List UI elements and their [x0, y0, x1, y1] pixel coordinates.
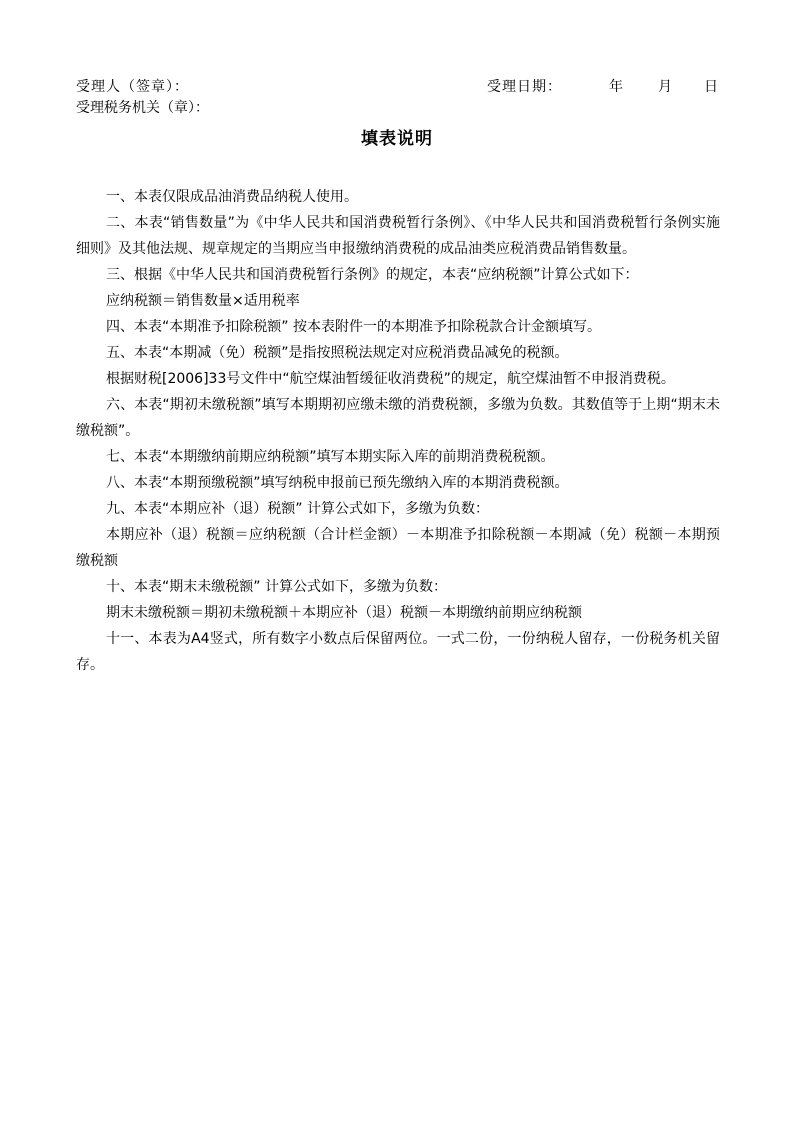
- receipt-date-label: 受理日期：: [487, 79, 562, 95]
- instruction-paragraph: 九、本表“本期应补（退）税额” 计算公式如下，多缴为负数：: [106, 501, 489, 517]
- date-month-label: 月: [658, 79, 672, 95]
- date-year-label: 年: [609, 79, 623, 95]
- formula-line: 本期应补（退）税额＝应纳税额（合计栏金额）－本期准予扣除税额－本期减（免）税额－本期预缴税额: [76, 527, 720, 569]
- formula-line: 应纳税额＝销售数量×适用税率: [106, 293, 300, 309]
- instruction-paragraph: 三、根据《中华人民共和国消费税暂行条例》的规定，本表“应纳税额”计算公式如下：: [106, 267, 639, 283]
- instruction-paragraph: 八、本表“本期预缴税额”填写纳税申报前已预先缴纳入库的本期消费税额。: [106, 475, 569, 491]
- instruction-paragraph: 根据财税[2006]33号文件中“航空煤油暂缓征收消费税”的规定，航空煤油暂不申报消费税。: [106, 371, 675, 387]
- date-day-label: 日: [704, 79, 718, 95]
- instruction-paragraph: 六、本表“期初未缴税额”填写本期期初应缴未缴的消费税额，多缴为负数。其数值等于上期“期末未缴税额”。: [76, 397, 720, 439]
- instruction-paragraph: 四、本表“本期准予扣除税额” 按本表附件一的本期准予扣除税款合计金额填写。: [106, 319, 601, 335]
- tax-office-seal-label: 受理税务机关（章）：: [76, 100, 209, 116]
- instruction-paragraph: 七、本表“本期缴纳前期应纳税额”填写本期实际入库的前期消费税税额。: [106, 449, 555, 465]
- instruction-paragraph: 十、本表“期末未缴税额” 计算公式如下，多缴为负数：: [106, 579, 447, 595]
- receiver-signature-label: 受理人（签章）：: [76, 79, 189, 95]
- page-title: 填表说明: [361, 129, 433, 149]
- instruction-paragraph: 一、本表仅限成品油消费品纳税人使用。: [106, 189, 358, 205]
- instructions-body: [76, 184, 720, 678]
- instruction-paragraph: 五、本表“本期减（免）税额”是指按照税法规定对应税消费品减免的税额。: [106, 345, 569, 361]
- instruction-paragraph: 十一、本表为A4竖式，所有数字小数点后保留两位。一式二份，一份纳税人留存，一份税务机关留存。: [76, 631, 720, 673]
- formula-line: 期末未缴税额＝期初未缴税额＋本期应补（退）税额－本期缴纳前期应纳税额: [106, 605, 582, 621]
- instruction-paragraph: 二、本表“销售数量”为《中华人民共和国消费税暂行条例》、《中华人民共和国消费税暂行条例实施细则》及其他法规、规章规定的当期应当申报缴纳消费税的成品油类应税消费品销售数量。: [76, 215, 720, 257]
